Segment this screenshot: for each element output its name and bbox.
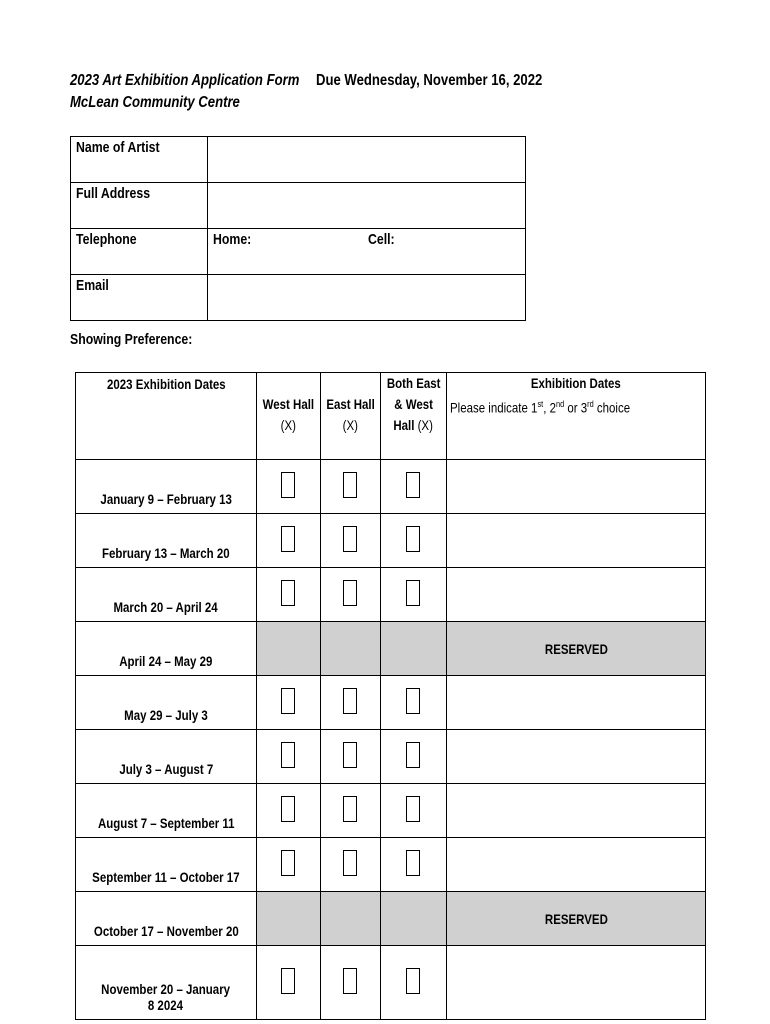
email-field[interactable] bbox=[208, 275, 526, 321]
east-hall-checkbox[interactable] bbox=[343, 850, 357, 876]
preference-field[interactable] bbox=[447, 946, 706, 1020]
both-halls-checkbox[interactable] bbox=[406, 796, 420, 822]
preference-field[interactable] bbox=[447, 784, 706, 838]
header-exhibition-dates-preference: Exhibition Dates Please indicate 1st, 2nd or 3rd choice bbox=[447, 373, 706, 460]
preference-field[interactable] bbox=[447, 838, 706, 892]
schedule-row bbox=[76, 946, 706, 1020]
name-field[interactable] bbox=[208, 137, 526, 183]
west-hall-checkbox[interactable] bbox=[281, 850, 295, 876]
showing-preference-label: Showing Preference: bbox=[70, 331, 193, 348]
both-halls-checkbox[interactable] bbox=[406, 850, 420, 876]
schedule-row bbox=[76, 568, 706, 622]
row-dates: May 29 – July 3 bbox=[76, 676, 257, 730]
schedule-row bbox=[76, 838, 706, 892]
preference-field[interactable] bbox=[447, 460, 706, 514]
exhibition-schedule-table bbox=[75, 372, 706, 1020]
form-title bbox=[70, 70, 350, 114]
both-halls-checkbox[interactable] bbox=[406, 742, 420, 768]
east-hall-checkbox[interactable] bbox=[343, 688, 357, 714]
home-phone-label: Home: bbox=[213, 231, 252, 248]
preference-field[interactable] bbox=[447, 568, 706, 622]
schedule-row bbox=[76, 676, 706, 730]
schedule-row-reserved bbox=[76, 892, 706, 946]
east-hall-checkbox[interactable] bbox=[343, 796, 357, 822]
west-hall-checkbox[interactable] bbox=[281, 688, 295, 714]
row-dates: October 17 – November 20 bbox=[76, 892, 257, 946]
header-dates: 2023 Exhibition Dates bbox=[76, 373, 257, 460]
header-west-hall: West Hall (X) bbox=[256, 373, 320, 460]
row-dates: March 20 – April 24 bbox=[76, 568, 257, 622]
both-halls-checkbox[interactable] bbox=[406, 688, 420, 714]
header-east-hall: East Hall (X) bbox=[320, 373, 380, 460]
name-label: Name of Artist bbox=[71, 137, 208, 183]
email-label: Email bbox=[71, 275, 208, 321]
contact-row-telephone bbox=[71, 229, 526, 275]
cell-phone-label: Cell: bbox=[368, 231, 395, 248]
west-hall-checkbox[interactable] bbox=[281, 580, 295, 606]
west-hall-checkbox[interactable] bbox=[281, 526, 295, 552]
preference-field[interactable] bbox=[447, 676, 706, 730]
reserved-label: RESERVED bbox=[447, 622, 706, 676]
preference-field[interactable] bbox=[447, 514, 706, 568]
east-hall-checkbox[interactable] bbox=[343, 580, 357, 606]
address-label: Full Address bbox=[71, 183, 208, 229]
both-halls-checkbox[interactable] bbox=[406, 472, 420, 498]
east-hall-checkbox[interactable] bbox=[343, 742, 357, 768]
schedule-row bbox=[76, 514, 706, 568]
telephone-label: Telephone bbox=[71, 229, 208, 275]
schedule-row bbox=[76, 784, 706, 838]
telephone-field[interactable] bbox=[208, 229, 526, 275]
address-field[interactable] bbox=[208, 183, 526, 229]
row-dates: July 3 – August 7 bbox=[76, 730, 257, 784]
both-halls-checkbox[interactable] bbox=[406, 526, 420, 552]
east-hall-checkbox[interactable] bbox=[343, 472, 357, 498]
west-hall-checkbox[interactable] bbox=[281, 968, 295, 994]
west-hall-checkbox[interactable] bbox=[281, 742, 295, 768]
schedule-header-row bbox=[76, 373, 706, 460]
form-title-line2: McLean Community Centre bbox=[70, 94, 240, 111]
contact-row-email bbox=[71, 275, 526, 321]
form-title-line1: 2023 Art Exhibition Application Form bbox=[70, 72, 300, 89]
row-dates: September 11 – October 17 bbox=[76, 838, 257, 892]
east-hall-checkbox[interactable] bbox=[343, 968, 357, 994]
schedule-row bbox=[76, 460, 706, 514]
contact-row-address bbox=[71, 183, 526, 229]
due-date: Due Wednesday, November 16, 2022 bbox=[316, 72, 543, 89]
both-halls-checkbox[interactable] bbox=[406, 580, 420, 606]
preference-field[interactable] bbox=[447, 730, 706, 784]
row-dates: April 24 – May 29 bbox=[76, 622, 257, 676]
row-dates: January 9 – February 13 bbox=[76, 460, 257, 514]
both-halls-checkbox[interactable] bbox=[406, 968, 420, 994]
west-hall-checkbox[interactable] bbox=[281, 796, 295, 822]
schedule-row bbox=[76, 730, 706, 784]
row-dates: November 20 – January 8 2024 bbox=[76, 946, 257, 1020]
header-both-halls: Both East & West Hall (X) bbox=[380, 373, 446, 460]
contact-row-name bbox=[71, 137, 526, 183]
contact-table bbox=[70, 136, 526, 321]
schedule-row-reserved bbox=[76, 622, 706, 676]
row-dates: February 13 – March 20 bbox=[76, 514, 257, 568]
reserved-label: RESERVED bbox=[447, 892, 706, 946]
east-hall-checkbox[interactable] bbox=[343, 526, 357, 552]
west-hall-checkbox[interactable] bbox=[281, 472, 295, 498]
row-dates: August 7 – September 11 bbox=[76, 784, 257, 838]
